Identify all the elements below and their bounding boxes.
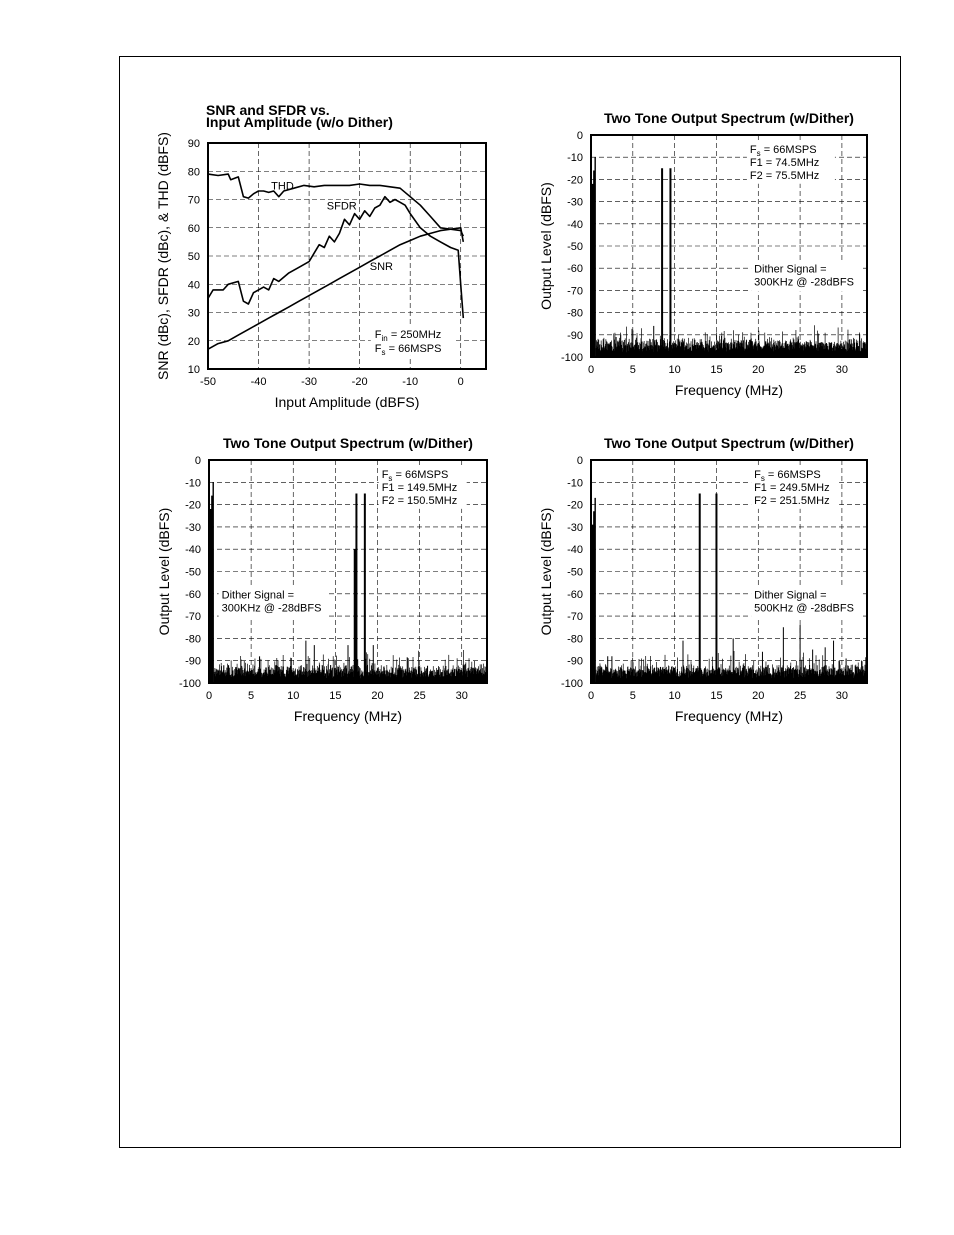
y-tick-label: -60	[185, 588, 201, 601]
dither-note: 300KHz @ -28dBFS	[754, 276, 854, 289]
y-tick-label: -50	[567, 241, 583, 253]
chart-3	[156, 435, 487, 724]
y-tick-label: -10	[567, 152, 583, 165]
dither-note: 500KHz @ -28dBFS	[754, 602, 854, 615]
y-tick-label: 20	[187, 335, 200, 348]
y-tick-label: -70	[567, 611, 583, 624]
x-tick-label: 5	[248, 690, 255, 702]
condition-note: $F_s$ = 66MSPS	[749, 143, 817, 158]
chart-1	[155, 102, 486, 410]
y-axis-label: Output Level (dBFS)	[538, 182, 554, 310]
x-tick-label: 20	[752, 690, 765, 702]
x-axis-label: Frequency (MHz)	[674, 382, 784, 398]
x-tick-label: -40	[250, 376, 267, 388]
y-tick-label: -40	[567, 544, 583, 557]
chart-title: Two Tone Output Spectrum (w/Dither)	[604, 110, 854, 126]
y-tick-label: -50	[567, 566, 583, 579]
dither-note: Dither Signal =	[221, 589, 295, 602]
dither-note: 300KHz @ -28dBFS	[221, 602, 322, 615]
condition-note: F1 = 249.5MHz	[754, 481, 830, 494]
y-tick-label: 80	[187, 166, 200, 179]
x-tick-label: 20	[371, 690, 384, 702]
y-tick-label: 60	[187, 222, 200, 235]
x-tick-label: 0	[587, 690, 595, 702]
y-tick-label: -20	[185, 499, 201, 512]
x-tick-label: 5	[629, 690, 636, 702]
x-tick-label: 30	[455, 690, 468, 702]
y-tick-label: 70	[187, 194, 200, 207]
dither-peak	[592, 157, 595, 357]
x-tick-label: -30	[301, 376, 318, 388]
y-tick-label: 0	[194, 455, 201, 467]
x-tick-label: 10	[668, 364, 681, 376]
y-tick-label: -20	[567, 499, 583, 512]
condition-note: F1 = 149.5MHz	[381, 481, 458, 494]
condition-note: F2 = 251.5MHz	[754, 494, 830, 507]
y-tick-label: -30	[567, 521, 583, 534]
condition-note: $F_s$ = 66MSPS	[374, 342, 442, 357]
series-label-thd: THD	[271, 180, 294, 193]
x-tick-label: 20	[752, 364, 765, 376]
y-tick-label: -80	[567, 307, 583, 320]
y-tick-label: -20	[567, 174, 583, 187]
y-tick-label: -60	[567, 588, 583, 601]
x-tick-label: 0	[457, 376, 464, 388]
y-tick-label: -80	[185, 633, 201, 646]
y-tick-label: 50	[187, 251, 200, 263]
x-tick-label: 15	[710, 364, 723, 376]
y-tick-label: -100	[178, 678, 201, 690]
y-tick-label: 30	[187, 307, 200, 320]
x-tick-label: 25	[793, 690, 807, 702]
condition-note: $F_s$ = 66MSPS	[381, 468, 449, 483]
chart-title: SNR and SFDR vs.	[206, 102, 330, 118]
y-tick-label: -30	[567, 196, 583, 209]
y-tick-label: -70	[185, 611, 201, 624]
x-tick-label: 25	[413, 690, 426, 702]
series-label-snr: SNR	[369, 261, 393, 274]
y-axis-label: SNR (dBc), SFDR (dBc), & THD (dBFS)	[155, 132, 171, 380]
y-tick-label: -90	[567, 329, 583, 342]
condition-note: $F_s$ = 66MSPS	[754, 468, 821, 483]
dither-note: Dither Signal =	[754, 589, 827, 602]
y-tick-label: -50	[185, 566, 201, 579]
y-axis-label: Output Level (dBFS)	[156, 507, 172, 636]
y-tick-label: -40	[185, 544, 201, 557]
x-tick-label: 30	[835, 364, 849, 376]
x-axis-label: Input Amplitude (dBFS)	[274, 394, 420, 410]
y-tick-label: -70	[567, 285, 583, 298]
x-axis-label: Frequency (MHz)	[293, 708, 403, 724]
y-tick-label: 0	[576, 455, 583, 467]
condition-note: $F_{in} = 250MHz$	[374, 328, 442, 343]
y-tick-label: -60	[567, 263, 583, 276]
chart-title: Two Tone Output Spectrum (w/Dither)	[604, 435, 854, 451]
chart-title: Input Amplitude (w/o Dither)	[206, 114, 393, 130]
x-tick-label: 15	[329, 690, 342, 702]
y-tick-label: -80	[567, 633, 583, 646]
chart-4	[538, 435, 867, 724]
y-tick-label: -90	[567, 655, 583, 668]
dither-peak	[592, 498, 595, 683]
condition-note: F1 = 74.5MHz	[749, 156, 820, 169]
x-tick-label: 25	[793, 364, 807, 376]
y-tick-label: -100	[560, 678, 583, 690]
noise-floor	[596, 325, 866, 357]
chart-title: Two Tone Output Spectrum (w/Dither)	[223, 435, 473, 451]
x-tick-label: -10	[402, 376, 419, 388]
series-line-sfdr	[208, 197, 463, 318]
x-tick-label: 30	[835, 690, 849, 702]
y-tick-label: 40	[187, 279, 200, 292]
dither-peak	[210, 482, 213, 683]
y-tick-label: -10	[185, 477, 201, 490]
y-tick-label: 10	[187, 364, 200, 376]
x-tick-label: -20	[351, 376, 368, 388]
y-tick-label: -30	[185, 521, 201, 534]
x-tick-label: 10	[668, 690, 681, 702]
y-axis-label: Output Level (dBFS)	[538, 507, 554, 636]
y-tick-label: -40	[567, 218, 583, 231]
y-tick-label: -100	[560, 352, 583, 364]
series-label-sfdr: SFDR	[326, 200, 357, 213]
x-tick-label: 5	[629, 364, 636, 376]
y-tick-label: 90	[187, 138, 200, 150]
y-tick-label: -10	[567, 477, 583, 490]
condition-note: F2 = 75.5MHz	[749, 169, 820, 182]
y-tick-label: 0	[576, 130, 583, 142]
chart-2	[538, 110, 867, 398]
x-tick-label: 0	[205, 690, 213, 702]
noise-floor	[214, 650, 486, 683]
condition-note: F2 = 150.5MHz	[381, 494, 458, 507]
x-tick-label: 10	[287, 690, 300, 702]
dither-note: Dither Signal =	[754, 263, 827, 276]
x-axis-label: Frequency (MHz)	[674, 708, 784, 724]
x-tick-label: 0	[587, 364, 595, 376]
x-tick-label: 15	[710, 690, 723, 702]
y-tick-label: -90	[185, 655, 201, 668]
x-tick-label: -50	[200, 376, 216, 388]
